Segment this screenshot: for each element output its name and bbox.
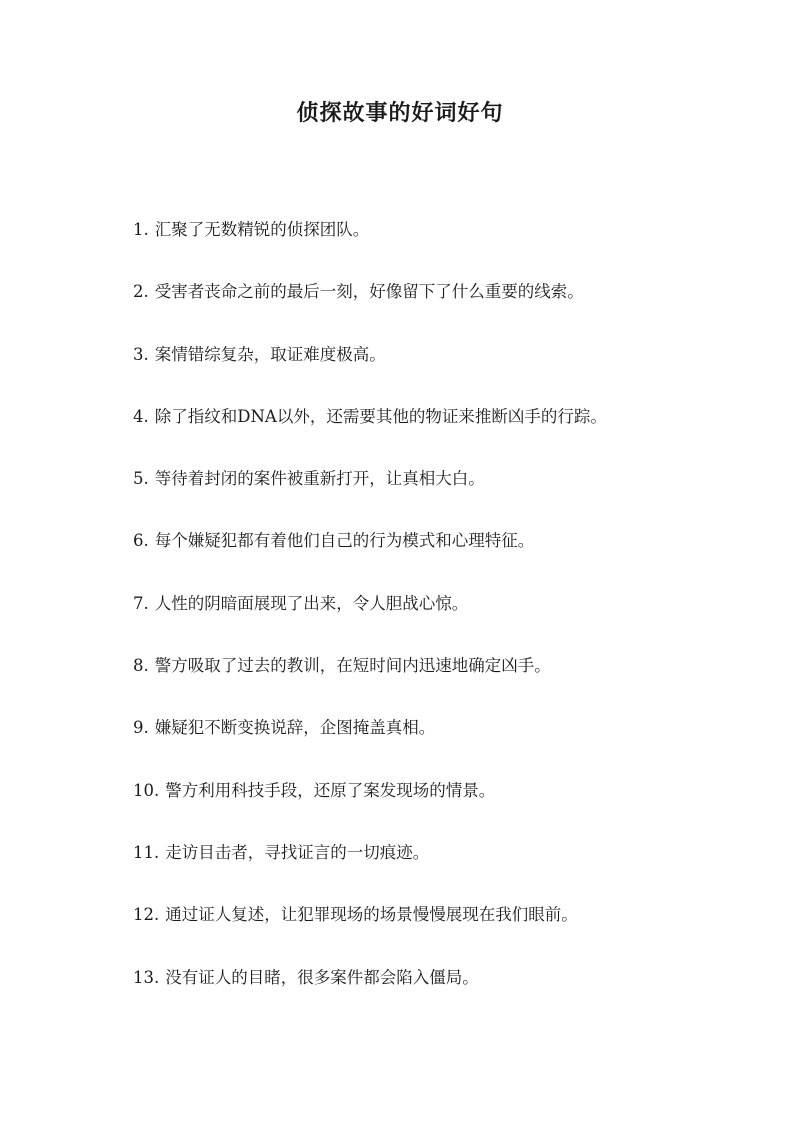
item-text: 案情错综复杂，取证难度极高。: [154, 344, 386, 364]
list-item: [133, 403, 753, 465]
list-item: [133, 465, 753, 527]
item-text: 警方吸取了过去的教训，在短时间内迅速地确定凶手。: [154, 656, 551, 676]
item-text: 没有证人的目睹，很多案件都会陷入僵局。: [165, 967, 479, 987]
list-item: [133, 839, 753, 901]
item-text: 人性的阴暗面展现了出来，令人胆战心惊。: [154, 593, 469, 613]
item-text: 受害者丧命之前的最后一刻，好像留下了什么重要的线索。: [154, 282, 584, 302]
item-text: 等待着封闭的案件被重新打开，让真相大白。: [154, 469, 485, 489]
sentence-list: [133, 216, 753, 1026]
item-text: 汇聚了无数精锐的侦探团队。: [154, 220, 370, 239]
item-text: 通过证人复述，让犯罪现场的场景慢慢展现在我们眼前。: [165, 905, 578, 925]
item-text: 警方利用科技手段，还原了案发现场的情景。: [165, 780, 496, 800]
item-number: 2.: [133, 282, 149, 302]
item-text: 每个嫌疑犯都有着他们自己的行为模式和心理特征。: [154, 531, 535, 551]
item-number: 9.: [133, 718, 149, 738]
item-number: 1.: [133, 220, 149, 239]
item-text: 除了指纹和DNA以外，还需要其他的物证来推断凶手的行踪。: [154, 406, 607, 426]
list-item: [133, 714, 753, 776]
list-item: [133, 964, 753, 1026]
item-number: 12.: [133, 905, 160, 925]
list-item: [133, 341, 753, 403]
list-item: [133, 901, 753, 963]
list-item: [133, 652, 753, 714]
list-item: [133, 216, 753, 278]
item-number: 7.: [133, 593, 149, 613]
item-number: 3.: [133, 344, 149, 364]
item-text: 走访目击者，寻找证言的一切痕迹。: [165, 842, 430, 862]
list-item: [133, 590, 753, 652]
list-item: [133, 777, 753, 839]
item-number: 11.: [133, 842, 160, 862]
item-number: 13.: [133, 967, 160, 987]
item-text: 嫌疑犯不断变换说辞，企图掩盖真相。: [154, 718, 436, 738]
list-item: [133, 527, 753, 589]
list-item: [133, 278, 753, 340]
item-number: 8.: [133, 656, 149, 676]
document-title: 侦探故事的好词好句: [296, 100, 504, 126]
item-number: 6.: [133, 531, 149, 551]
item-number: 4.: [133, 406, 149, 426]
item-number: 10.: [133, 780, 160, 800]
item-number: 5.: [133, 469, 149, 489]
